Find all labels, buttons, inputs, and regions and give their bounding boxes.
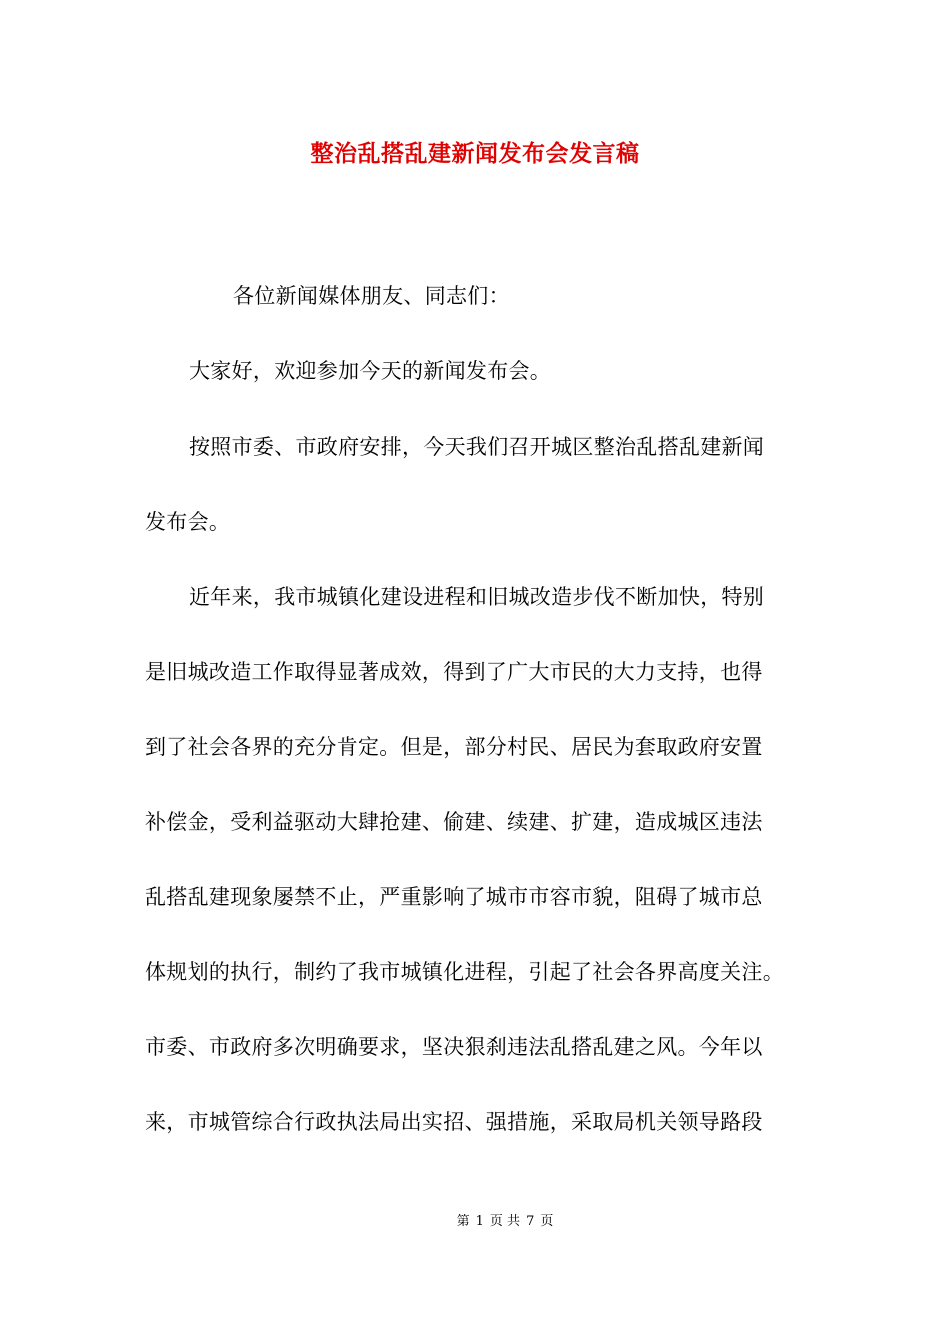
salutation-line: 各位新闻媒体朋友、同志们： bbox=[233, 284, 510, 308]
body-line: 补偿金，受利益驱动大肆抢建、偷建、续建、扩建，造成城区违法 bbox=[145, 810, 763, 834]
body-line: 按照市委、市政府安排，今天我们召开城区整治乱搭乱建新闻 bbox=[189, 435, 765, 459]
body-line: 市委、市政府多次明确要求，坚决狠刹违法乱搭乱建之风。今年以 bbox=[145, 1035, 763, 1059]
footer-prefix: 第 bbox=[456, 1214, 470, 1229]
body-line: 乱搭乱建现象屡禁不止，严重影响了城市市容市貌，阻碍了城市总 bbox=[145, 885, 763, 909]
body-line: 大家好，欢迎参加今天的新闻发布会。 bbox=[189, 359, 552, 383]
footer-middle: 页 共 bbox=[489, 1214, 521, 1229]
body-line: 近年来，我市城镇化建设进程和旧城改造步伐不断加快，特别 bbox=[189, 585, 765, 609]
body-line: 发布会。 bbox=[145, 510, 231, 534]
body-line: 来，市城管综合行政执法局出实招、强措施，采取局机关领导路段 bbox=[145, 1110, 763, 1134]
footer-suffix: 页 bbox=[540, 1214, 554, 1229]
body-line: 到了社会各界的充分肯定。但是，部分村民、居民为套取政府安置 bbox=[145, 735, 763, 759]
document-title: 整治乱搭乱建新闻发布会发言稿 bbox=[310, 140, 640, 167]
footer-total-pages: 7 bbox=[526, 1214, 535, 1229]
body-line: 是旧城改造工作取得显著成效，得到了广大市民的大力支持，也得 bbox=[145, 660, 763, 684]
footer-current-page: 1 bbox=[475, 1214, 484, 1229]
body-line: 体规划的执行，制约了我市城镇化进程，引起了社会各界高度关注。 bbox=[145, 960, 784, 984]
page-footer bbox=[0, 1210, 950, 1229]
